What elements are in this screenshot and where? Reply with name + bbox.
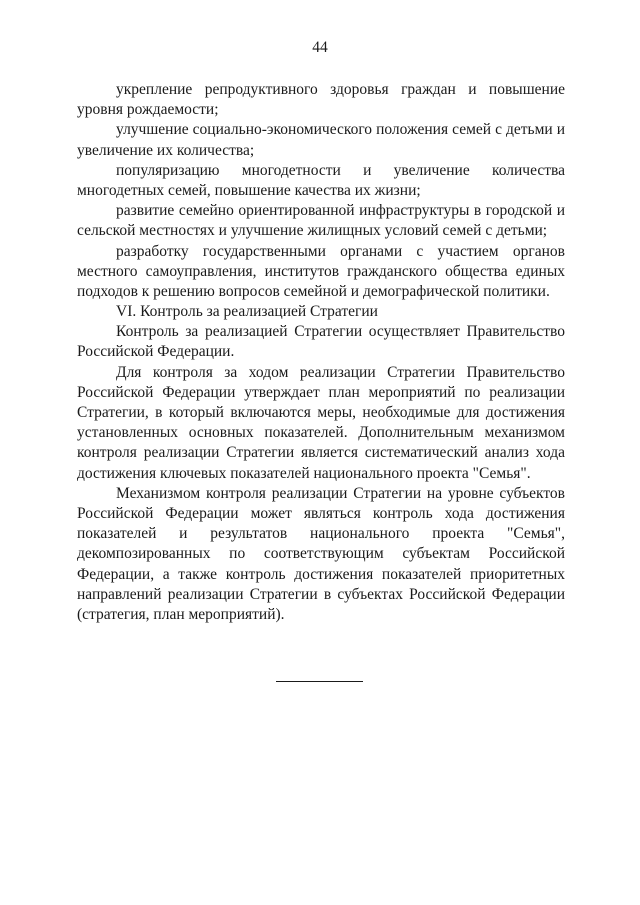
list-item: разработку государственными органами с участием органов местного самоуправления, институтов гражданского общества единых подходов к решению вопросов семейной и демографической политики. [77, 242, 565, 301]
section-paragraph: Для контроля за ходом реализации Стратегии Правительство Российской Федерации утверждает план мероприятий по реализации Стратегии, в который включаются меры, необходимые для достижения установленных основных показателей. Дополнительным механизмом контроля реализации Стратегии является систематический анализ хода достижения ключевых показателей национального проекта "Семья". [77, 363, 565, 482]
section-paragraph: Механизмом контроля реализации Стратегии на уровне субъектов Российской Федерации может являться контроль хода достижения показателей и результатов национального проекта "Семья", декомпозированных по соответствующим субъектам Российской Федерации, а также контроль достижения показателей приоритетных направлений реализации Стратегии в субъектах Российской Федерации (стратегия, план мероприятий). [77, 484, 565, 624]
section-paragraph: Контроль за реализацией Стратегии осуществляет Правительство Российской Федерации. [77, 323, 565, 361]
list-item: укрепление репродуктивного здоровья граждан и повышение уровня рождаемости; [77, 81, 565, 119]
section-heading: VI. Контроль за реализацией Стратегии [116, 303, 378, 321]
list-item: популяризацию многодетности и увеличение количества многодетных семей, повышение качества их жизни; [77, 161, 565, 200]
document-body [77, 80, 565, 625]
list-item: улучшение социально-экономического положения семей с детьми и увеличение их количества; [77, 121, 565, 159]
list-item: развитие семейно ориентированной инфраструктуры в городской и сельской местностях и улучшение жилищных условий семей с детьми; [77, 202, 565, 240]
end-of-text-rule [276, 681, 363, 682]
page-number: 44 [312, 39, 328, 56]
